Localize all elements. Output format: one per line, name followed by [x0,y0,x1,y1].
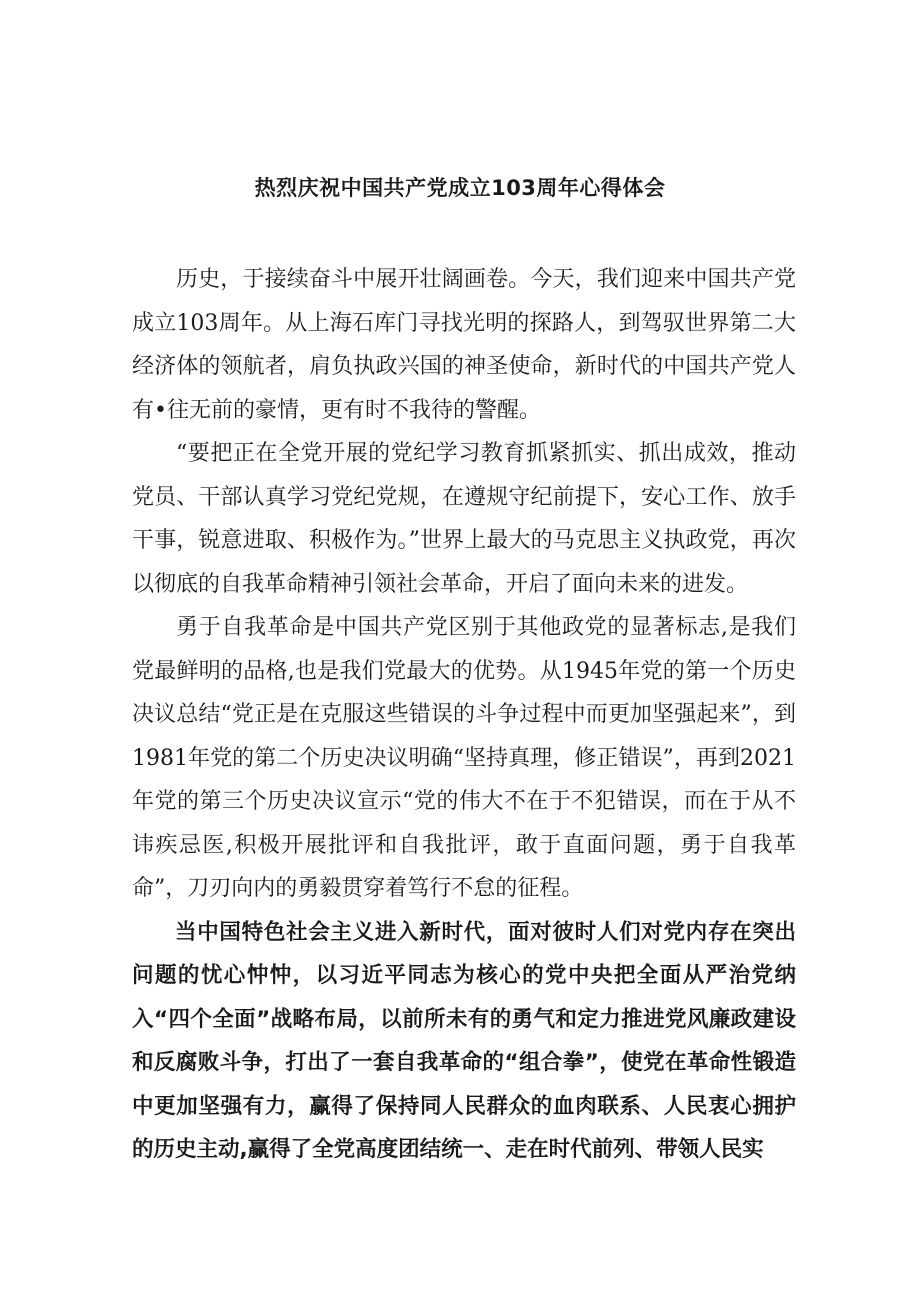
paragraph-4: 当中国特色社会主义进入新时代，面对彼时人们对党内存在突出问题的忧心忡忡，以习近平同志为核心的党中央把全面从严治党纳入“四个全面”战略布局，以前所未有的勇气和定力推进党风廉政建设和反腐败斗争，打出了一套自我革命的“组合拳”，使党在革命性锻造中更加坚强有力，赢得了保持同人民群众的血肉联系、人民衷心拥护的历史主动,赢得了全党高度团结统一、走在时代前列、带领人民实 [132,919,796,1162]
paragraph-1: 历史，于接续奋斗中展开壮阔画卷。今天，我们迎来中国共产党成立103周年。从上海石库门寻找光明的探路人，到驾驭世界第二大经济体的领航者，肩负执政兴国的神圣使命，新时代的中国共产党人有•往无前的豪情，更有时不我待的警醒。 [132,267,796,423]
document-title: 热烈庆祝中国共产党成立103周年心得体会 [254,176,666,200]
document-body [132,258,796,1172]
paragraph-2: “要把正在全党开展的党纪学习教育抓紧抓实、抓出成效，推动党员、干部认真学习党纪党规，在遵规守纪前提下，安心工作、放手干事，锐意进取、积极作为。”世界上最大的马克思主义执政党，再次以彻底的自我革命精神引领社会革命，开启了面向未来的进发。 [132,441,796,597]
paragraph-3: 勇于自我革命是中国共产党区别于其他政党的显著标志,是我们党最鲜明的品格,也是我们党最大的优势。从1945年党的第一个历史决议总结“党正是在克服这些错误的斗争过程中而更加坚强起来”，到1981年党的第二个历史决议明确“坚持真理，修正错误”，再到2021年党的第三个历史决议宣示“党的伟大不在于不犯错误，而在于从不讳疾忌医,积极开展批评和自我批评，敢于直面问题，勇于自我革命”，刀刃向内的勇毅贯穿着笃行不怠的征程。 [132,615,796,901]
